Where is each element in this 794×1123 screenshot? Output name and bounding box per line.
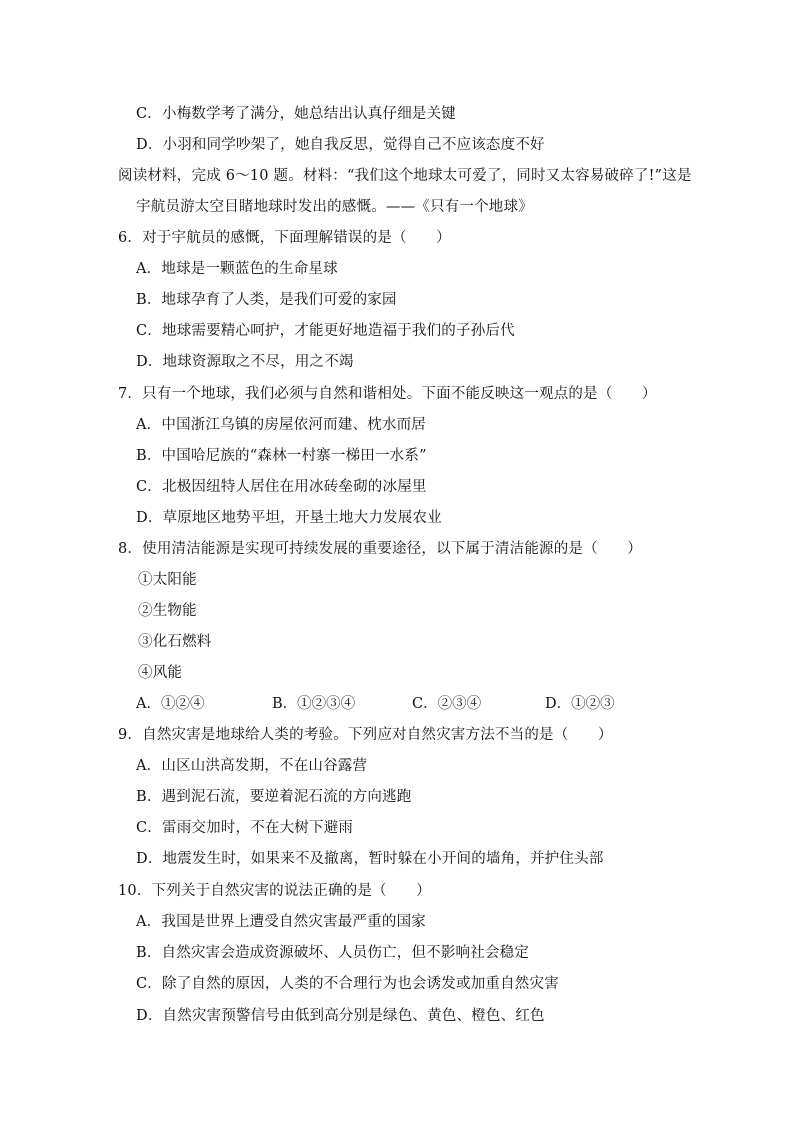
q5-option-d: D．小羽和同学吵架了，她自我反思，觉得自己不应该态度不好 [136,137,545,153]
q7-option-a: A．中国浙江乌镇的房屋依河而建、枕水而居 [136,417,426,433]
q9-option-b: B．遇到泥石流，要逆着泥石流的方向逃跑 [136,789,412,805]
q8-option-b: B．①②③④ [272,696,356,712]
q8-stem: 8．使用清洁能源是实现可持续发展的重要途径，以下属于清洁能源的是（ ） [118,541,642,557]
material-line-2: 宇航员游太空目睹地球时发出的感慨。——《只有一个地球》 [136,199,533,215]
q9-option-d: D．地震发生时，如果来不及撤离，暂时躲在小开间的墙角，并护住头部 [136,851,604,867]
q6-option-b: B．地球孕育了人类，是我们可爱的家园 [136,292,397,308]
q8-item-2: ②生物能 [138,603,197,619]
q8-option-a: A．①②④ [136,696,205,712]
q8-item-1: ①太阳能 [138,572,197,588]
q7-option-c: C．北极因纽特人居住在用冰砖垒砌的冰屋里 [136,479,427,495]
q7-stem: 7．只有一个地球，我们必须与自然和谐相处。下面不能反映这一观点的是（ ） [118,386,657,402]
q9-option-a: A．山区山洪高发期，不在山谷露营 [136,758,368,774]
q10-option-d: D．自然灾害预警信号由低到高分别是绿色、黄色、橙色、红色 [136,1008,545,1024]
material-line-1: 阅读材料，完成 6～10 题。材料：“我们这个地球太可爱了，同时又太容易破碎了!”这是 [118,168,692,184]
q6-option-d: D．地球资源取之不尽，用之不竭 [136,354,354,370]
q7-option-b: B．中国哈尼族的“森林一村寨一梯田一水系” [136,448,427,464]
q8-item-3: ③化石燃料 [138,634,212,650]
q5-option-c: C．小梅数学考了满分，她总结出认真仔细是关键 [136,106,456,122]
q9-stem: 9．自然灾害是地球给人类的考验。下列应对自然灾害方法不当的是（ ） [118,727,613,743]
q9-option-c: C．雷雨交加时，不在大树下避雨 [136,820,354,836]
q10-option-a: A．我国是世界上遭受自然灾害最严重的国家 [136,914,426,930]
q8-option-c: C．②③④ [412,696,482,712]
q10-stem: 10．下列关于自然灾害的说法正确的是（ ） [118,883,431,899]
q10-option-b: B．自然灾害会造成资源破坏、人员伤亡，但不影响社会稳定 [136,945,530,961]
q8-options-row [136,694,656,716]
q10-option-c: C．除了自然的原因，人类的不合理行为也会诱发或加重自然灾害 [136,976,559,992]
q6-stem: 6．对于宇航员的感慨，下面理解错误的是（ ） [118,230,451,246]
q6-option-c: C．地球需要精心呵护，才能更好地造福于我们的子孙后代 [136,323,515,339]
q7-option-d: D．草原地区地势平坦，开垦土地大力发展农业 [136,510,442,526]
q6-option-a: A．地球是一颗蓝色的生命星球 [136,261,338,277]
q8-option-d: D．①②③ [545,696,615,712]
q8-item-4: ④风能 [138,665,183,681]
